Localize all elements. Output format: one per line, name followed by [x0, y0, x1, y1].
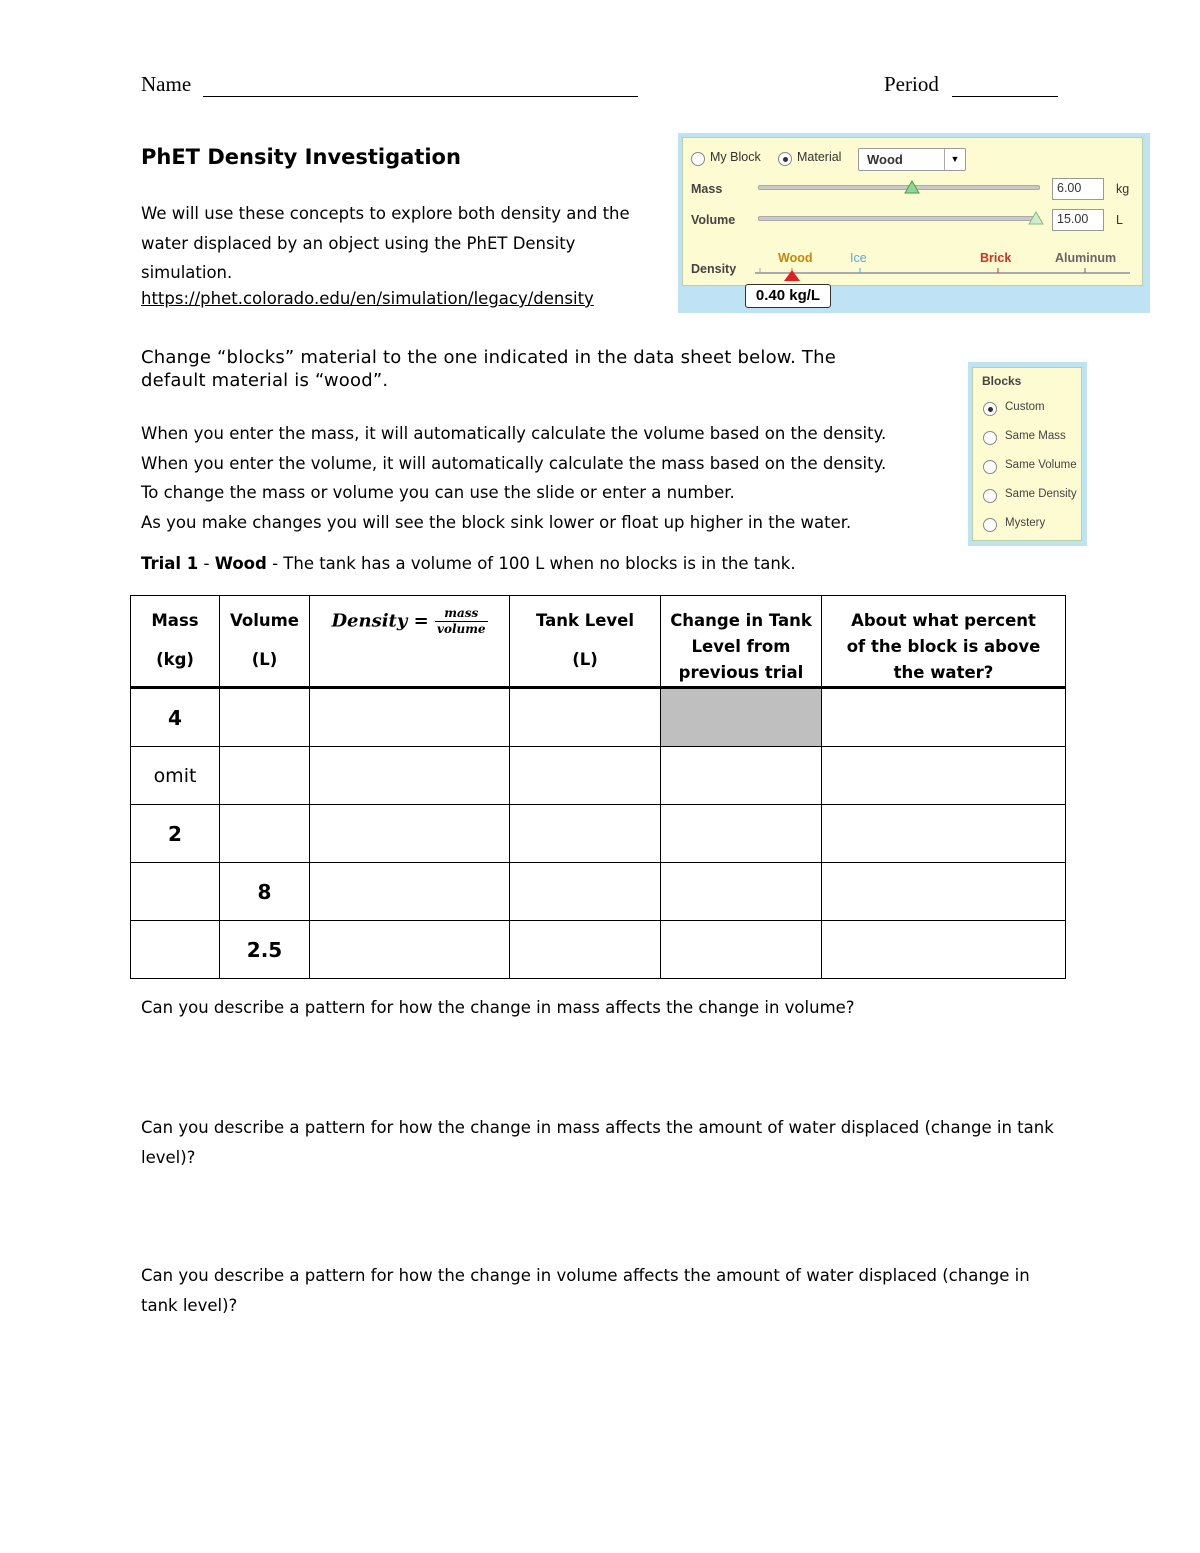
cell-volume[interactable]: 8 [220, 863, 310, 921]
header-change [661, 596, 822, 688]
phet-material-panel [678, 133, 1150, 313]
material-label: Material [797, 150, 842, 164]
fraction-denominator: volume [436, 622, 486, 636]
header-percent [822, 596, 1066, 688]
intro-text: We will use these concepts to explore both density and the water displaced by an object using the PhET Density simulation. [141, 204, 630, 282]
blocks-panel [968, 362, 1087, 546]
cell-tank-level[interactable] [510, 747, 661, 805]
cell-volume[interactable] [220, 688, 310, 747]
cell-volume[interactable] [220, 805, 310, 863]
cell-percent[interactable] [822, 863, 1066, 921]
table-row [131, 688, 1066, 747]
cell-mass[interactable]: omit [131, 747, 220, 805]
density-label: Density [691, 262, 737, 276]
header-density [310, 596, 510, 688]
material-select[interactable] [858, 148, 966, 171]
instruction-line: When you enter the mass, it will automatically calculate the volume based on the density. [141, 424, 887, 443]
cell-change[interactable] [661, 863, 822, 921]
cell-change-disabled [661, 688, 822, 747]
custom-label: Custom [1005, 401, 1045, 413]
my-block-radio[interactable] [691, 152, 705, 166]
volume-slider-thumb-icon[interactable] [1028, 211, 1044, 225]
density-marker-aluminum: Aluminum [1055, 251, 1117, 265]
custom-radio[interactable] [983, 402, 997, 416]
cell-volume[interactable]: 2.5 [220, 921, 310, 979]
density-marker-wood: Wood [778, 251, 813, 265]
volume-input-value: 15.00 [1057, 212, 1089, 226]
volume-input[interactable] [1052, 209, 1104, 231]
cell-tank-level[interactable] [510, 921, 661, 979]
same-volume-label: Same Volume [1005, 459, 1077, 471]
header-percent-label: About what percent of the block is above the water? [846, 611, 1041, 682]
cell-change[interactable] [661, 805, 822, 863]
material-radio[interactable] [778, 152, 792, 166]
header-tank-level-label: Tank Level [535, 611, 635, 630]
mystery-label: Mystery [1005, 517, 1046, 529]
cell-density[interactable] [310, 747, 510, 805]
trial-description: The tank has a volume of 100 L when no blocks is in the tank. [283, 554, 796, 573]
cell-change[interactable] [661, 921, 822, 979]
question-3: Can you describe a pattern for how the change in volume affects the amount of water displaced (change in tank level)? [141, 1266, 1030, 1315]
header-tank-level-unit: (L) [572, 650, 598, 669]
cell-volume[interactable] [220, 747, 310, 805]
volume-label: Volume [691, 213, 736, 227]
data-table [130, 595, 1066, 979]
trial-material: Wood [214, 554, 267, 573]
cell-percent[interactable] [822, 688, 1066, 747]
header-mass-unit: (kg) [156, 650, 194, 669]
same-mass-label: Same Mass [1005, 430, 1066, 442]
instruction-line: When you enter the volume, it will automatically calculate the mass based on the density. [141, 453, 887, 473]
cell-density[interactable] [310, 863, 510, 921]
cell-mass[interactable] [131, 921, 220, 979]
phet-link[interactable]: https://phet.colorado.edu/en/simulation/legacy/density [141, 289, 594, 308]
cell-mass[interactable]: 4 [131, 688, 220, 747]
cell-mass[interactable] [131, 863, 220, 921]
header-tank-level [510, 596, 661, 688]
volume-slider-track[interactable] [758, 216, 1040, 221]
table-row [131, 747, 1066, 805]
cell-tank-level[interactable] [510, 863, 661, 921]
same-density-label: Same Density [1005, 488, 1077, 500]
header-volume-unit: (L) [251, 650, 278, 669]
cell-percent[interactable] [822, 805, 1066, 863]
question-1: Can you describe a pattern for how the change in mass affects the change in volume? [141, 998, 855, 1017]
cell-percent[interactable] [822, 747, 1066, 805]
period-blank-line[interactable] [952, 96, 1058, 97]
header-mass [131, 596, 220, 688]
cell-change[interactable] [661, 747, 822, 805]
question-2: Can you describe a pattern for how the change in mass affects the amount of water displaced (change in tank level)? [141, 1118, 1054, 1167]
same-volume-radio[interactable] [983, 460, 997, 474]
period-label: Period [884, 72, 939, 96]
my-block-label: My Block [710, 150, 761, 164]
trial-heading: Trial 1 - Wood - The tank has a volume of 100 L when no blocks is in the tank. [141, 554, 796, 573]
cell-percent[interactable] [822, 921, 1066, 979]
mass-slider-thumb-icon[interactable] [904, 180, 920, 194]
chevron-down-icon: ▼ [944, 149, 965, 170]
trial-label: Trial 1 [141, 554, 199, 573]
blocks-panel-inner [972, 367, 1082, 541]
cell-density[interactable] [310, 805, 510, 863]
density-formula-label: Density = [331, 610, 429, 632]
instruction-line: As you make changes you will see the block sink lower or float up higher in the water. [141, 512, 852, 532]
header-mass-label: Mass [151, 611, 199, 630]
instruction-line: To change the mass or volume you can use the slide or enter a number. [141, 483, 735, 502]
cell-tank-level[interactable] [510, 688, 661, 747]
page-title: PhET Density Investigation [141, 145, 461, 169]
mass-unit: kg [1116, 182, 1130, 196]
density-readout: 0.40 kg/L [745, 284, 831, 308]
instructions [141, 419, 961, 537]
header-change-label: Change in Tank Level from previous trial [670, 611, 812, 682]
cell-density[interactable] [310, 921, 510, 979]
volume-unit: L [1116, 213, 1123, 227]
cell-mass[interactable]: 2 [131, 805, 220, 863]
mass-label: Mass [691, 182, 723, 196]
same-mass-radio[interactable] [983, 431, 997, 445]
cell-density[interactable] [310, 688, 510, 747]
phet-panel-inner [682, 137, 1143, 286]
name-label: Name [141, 72, 192, 96]
density-marker-brick: Brick [980, 251, 1012, 265]
cell-tank-level[interactable] [510, 805, 661, 863]
header-volume-label: Volume [230, 611, 299, 630]
blocks-title: Blocks [982, 374, 1022, 388]
table-row [131, 863, 1066, 921]
table-header-row [131, 596, 1066, 688]
density-scale [755, 264, 1130, 284]
table-row [131, 805, 1066, 863]
name-blank-line[interactable] [203, 96, 638, 97]
mystery-radio[interactable] [983, 518, 997, 532]
mass-slider-track[interactable] [758, 185, 1040, 190]
mass-input-value: 6.00 [1057, 181, 1082, 195]
density-fraction [435, 606, 488, 637]
header-volume [220, 596, 310, 688]
same-density-radio[interactable] [983, 489, 997, 503]
table-row [131, 921, 1066, 979]
density-marker-ice: Ice [850, 251, 867, 265]
fraction-numerator: mass [435, 606, 488, 622]
mass-input[interactable] [1052, 178, 1104, 200]
change-material-text: Change “blocks” material to the one indicated in the data sheet below. The default material is “wood”. [141, 347, 836, 391]
material-select-value: Wood [867, 152, 903, 167]
